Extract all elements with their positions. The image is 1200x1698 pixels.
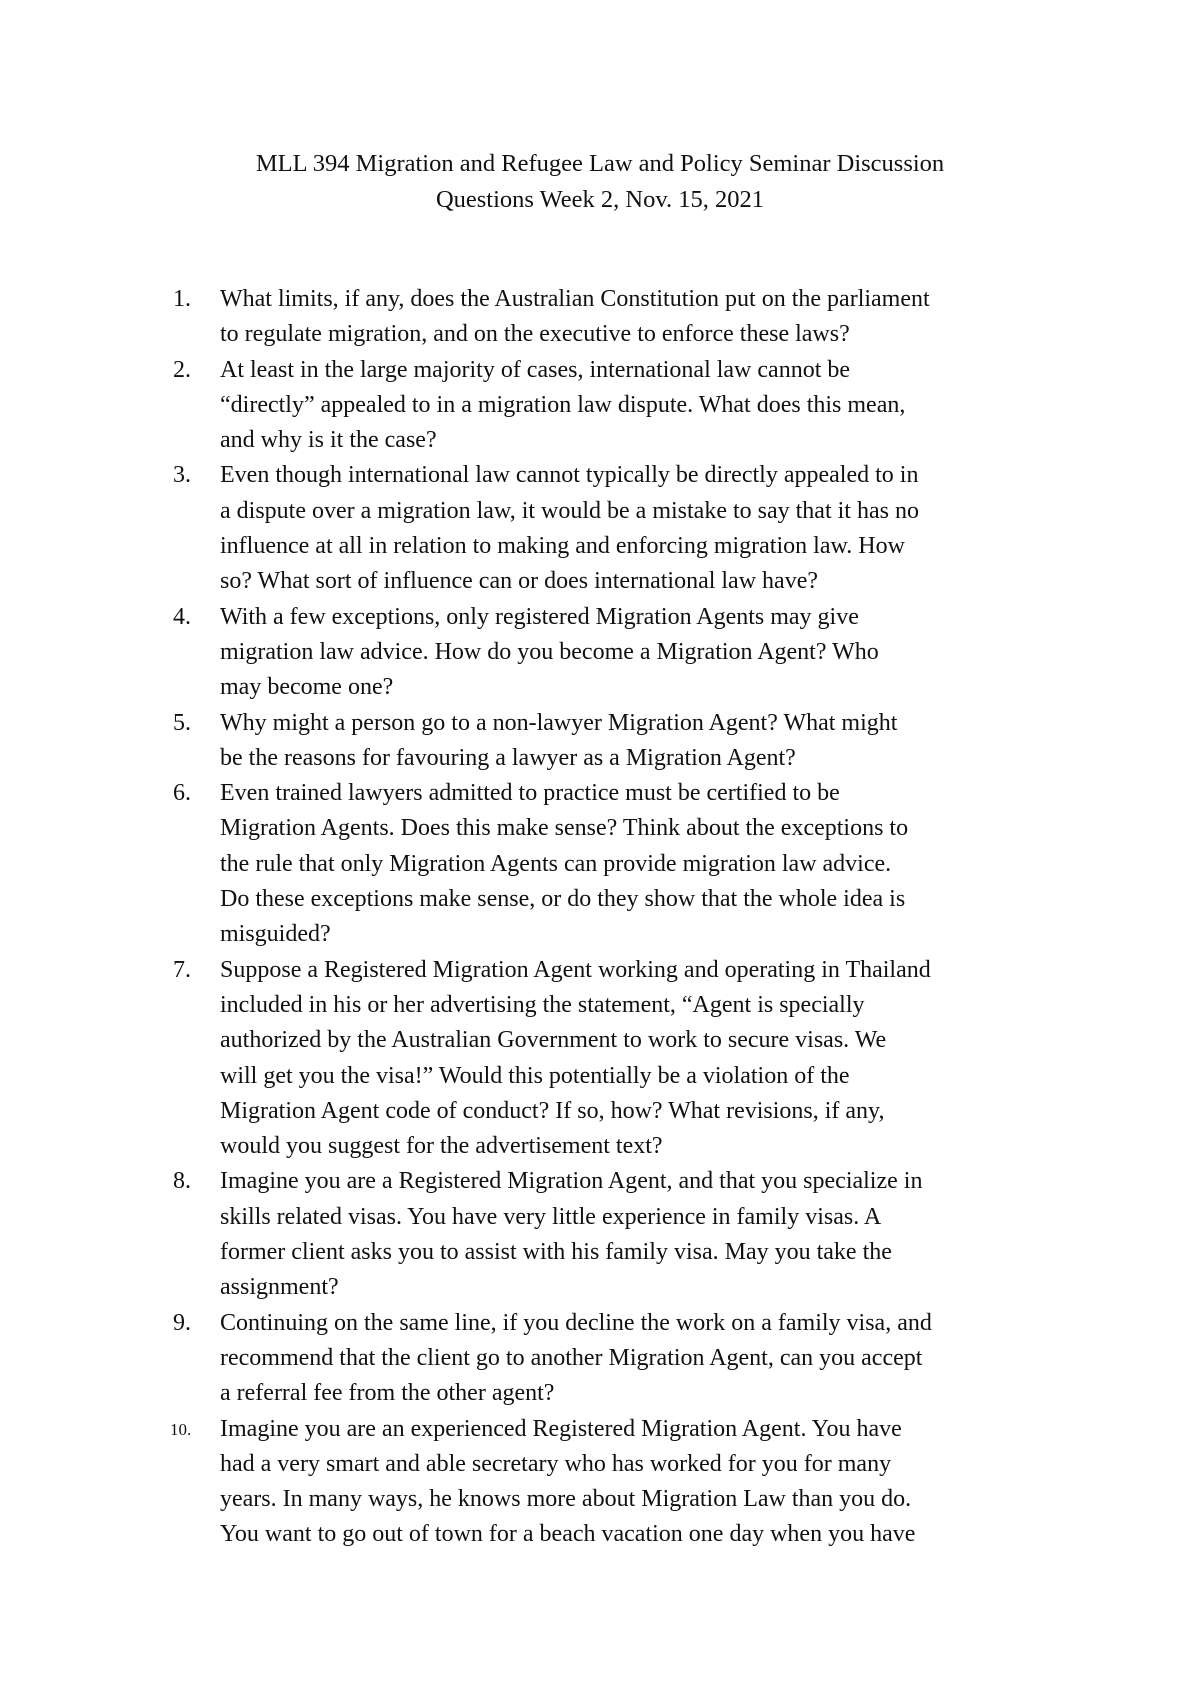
question-number: 5. bbox=[173, 709, 191, 736]
question-text-line: and why is it the case? bbox=[220, 427, 437, 454]
question-text-line: will get you the visa!” Would this potentially be a violation of the bbox=[220, 1062, 850, 1089]
question-text-line: a referral fee from the other agent? bbox=[220, 1380, 555, 1407]
question-text-line: skills related visas. You have very little experience in family visas. A bbox=[220, 1203, 882, 1230]
question-text-line: had a very smart and able secretary who has worked for you for many bbox=[220, 1450, 892, 1477]
question-number: 3. bbox=[173, 462, 191, 489]
question-text-line: What limits, if any, does the Australian Constitution put on the parliament bbox=[220, 286, 930, 312]
question-text-line: Continuing on the same line, if you decline the work on a family visa, and bbox=[220, 1309, 932, 1336]
question-text-line: would you suggest for the advertisement text? bbox=[220, 1133, 663, 1160]
question-number: 10. bbox=[170, 1419, 192, 1439]
question-text-line: to regulate migration, and on the executive to enforce these laws? bbox=[220, 321, 850, 348]
question-number: 4. bbox=[173, 603, 191, 630]
question-text-line: the rule that only Migration Agents can provide migration law advice. bbox=[220, 850, 892, 877]
question-text-line: Migration Agents. Does this make sense? Think about the exceptions to bbox=[220, 815, 909, 842]
question-text-line: be the reasons for favouring a lawyer as a Migration Agent? bbox=[220, 744, 796, 771]
question-item bbox=[170, 1164, 1070, 1305]
question-number: 2. bbox=[173, 356, 191, 383]
question-text-line: former client asks you to assist with his family visa. May you take the bbox=[220, 1239, 892, 1266]
question-text-line: so? What sort of influence can or does international law have? bbox=[220, 568, 818, 595]
question-item bbox=[170, 1306, 1070, 1412]
question-text-line: may become one? bbox=[220, 674, 394, 701]
question-number: 1. bbox=[173, 286, 191, 312]
question-item bbox=[170, 706, 1070, 777]
question-text-line: Migration Agent code of conduct? If so, how? What revisions, if any, bbox=[220, 1097, 885, 1124]
question-text-line: Why might a person go to a non-lawyer Migration Agent? What might bbox=[220, 709, 898, 736]
question-number: 6. bbox=[173, 780, 191, 807]
question-text-line: Suppose a Registered Migration Agent working and operating in Thailand bbox=[220, 956, 931, 983]
question-item bbox=[170, 282, 1070, 353]
question-text-line: included in his or her advertising the statement, “Agent is specially bbox=[220, 991, 865, 1018]
question-text-line: With a few exceptions, only registered Migration Agents may give bbox=[220, 603, 859, 630]
question-text-line: You want to go out of town for a beach vacation one day when you have bbox=[220, 1521, 916, 1548]
question-text-line: Imagine you are an experienced Registered Migration Agent. You have bbox=[220, 1415, 902, 1442]
question-text-line: At least in the large majority of cases, international law cannot be bbox=[220, 356, 851, 383]
question-number: 8. bbox=[173, 1168, 191, 1195]
question-text-line: “directly” appealed to in a migration law dispute. What does this mean, bbox=[220, 391, 906, 418]
question-list bbox=[170, 282, 1070, 1553]
question-number: 9. bbox=[173, 1309, 191, 1336]
question-number: 7. bbox=[173, 956, 191, 983]
question-text-line: years. In many ways, he knows more about Migration Law than you do. bbox=[220, 1486, 912, 1513]
question-text-line: influence at all in relation to making and enforcing migration law. How bbox=[220, 533, 905, 560]
question-text-line: a dispute over a migration law, it would be a mistake to say that it has no bbox=[220, 497, 919, 524]
question-item bbox=[170, 1412, 1070, 1553]
question-text-line: assignment? bbox=[220, 1274, 339, 1301]
title-line-1: MLL 394 Migration and Refugee Law and Policy Seminar Discussion bbox=[255, 150, 945, 177]
question-text-line: migration law advice. How do you become a Migration Agent? Who bbox=[220, 638, 879, 665]
question-item bbox=[170, 776, 1070, 952]
question-text-line: Even trained lawyers admitted to practice must be certified to be bbox=[220, 780, 840, 807]
question-text-line: Imagine you are a Registered Migration Agent, and that you specialize in bbox=[220, 1168, 923, 1195]
document-title bbox=[0, 146, 1200, 218]
question-item bbox=[170, 600, 1070, 706]
question-item bbox=[170, 953, 1070, 1165]
question-text-line: Do these exceptions make sense, or do they show that the whole idea is bbox=[220, 886, 906, 913]
question-text-line: authorized by the Australian Government to work to secure visas. We bbox=[220, 1027, 887, 1054]
question-text-line: Even though international law cannot typically be directly appealed to in bbox=[220, 462, 919, 489]
question-item bbox=[170, 353, 1070, 459]
title-line-2: Questions Week 2, Nov. 15, 2021 bbox=[435, 186, 765, 213]
question-text-line: misguided? bbox=[220, 921, 331, 948]
question-text-line: recommend that the client go to another Migration Agent, can you accept bbox=[220, 1344, 923, 1371]
question-item bbox=[170, 458, 1070, 599]
